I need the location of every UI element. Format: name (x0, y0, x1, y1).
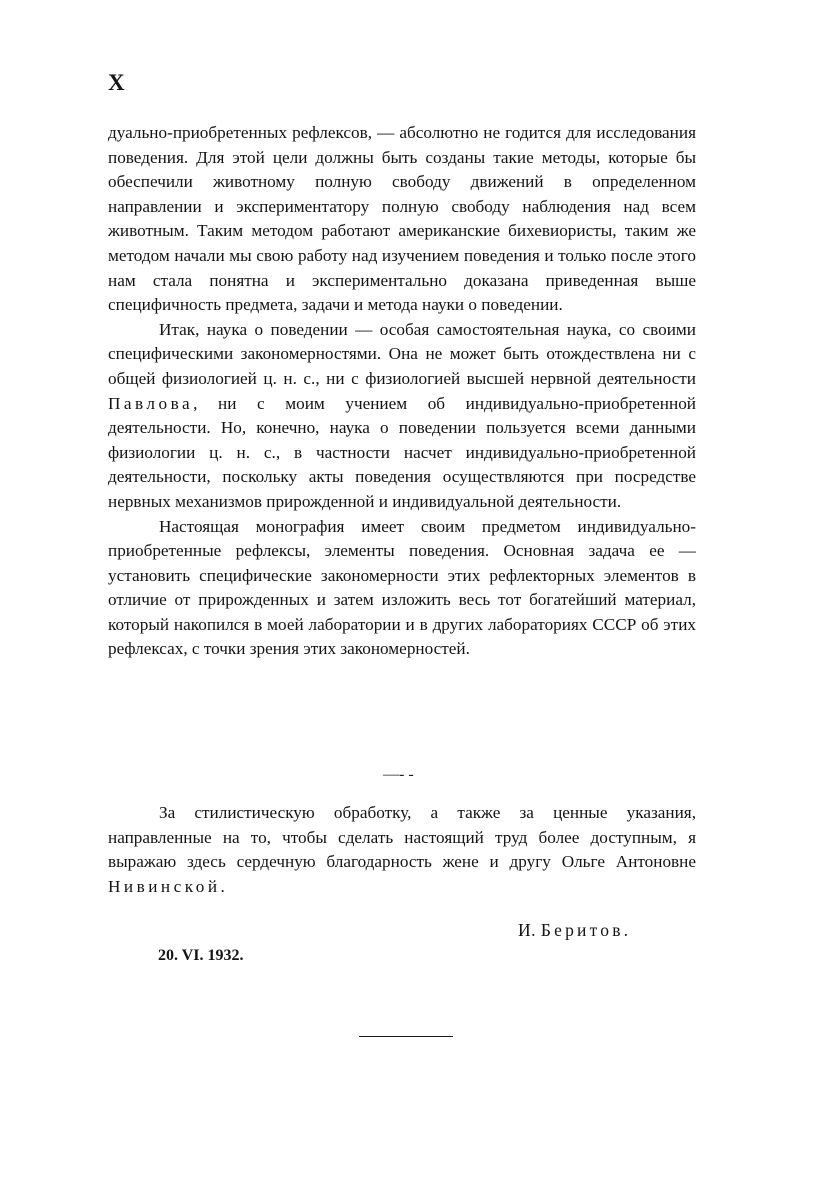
preface-date: 20. VI. 1932. (158, 947, 244, 964)
section-divider: —- - (383, 766, 414, 783)
paragraph-1: дуально-приобретенных рефлексов, — абсолютно не годится для исследования поведения. Для этой цели должны быть созданы такие методы, которые бы обеспечили животному полную свободу движений в определенном направлении и экспериментатору полную свободу наблюдения над всем животным. Таким методом работают американские бихевиористы, таким же методом начали мы свою работу над изучением поведения и только после этого нам стала понятна и экспериментально доказана приведенная выше специфичность предмета, задачи и метода науки о поведении. (108, 123, 696, 315)
signature-surname: Беритов (540, 920, 624, 940)
paragraph-3: Настоящая монография имеет своим предметом индивидуально-приобретенные рефлексы, элементы поведения. Основная задача ее — установить специфические закономерности этих рефлекторных элементов в отличие от прирожденных и затем изложить весь тот богатейший материал, который накопился в моей лаборатории и в других лабораториях СССР об этих рефлексах, с точки зрения этих закономерностей. (108, 516, 696, 659)
main-text (108, 121, 696, 662)
acknowledgment-paragraph (108, 801, 696, 899)
name-nivinskaya: Нивинской (108, 876, 221, 896)
signature-initial: И. (518, 920, 537, 940)
acknowledgment-text-end: . (220, 876, 225, 896)
paragraph-2 (108, 318, 696, 515)
paragraph-2-text-end: , ни с моим учением об индивидуально-приобретенной деятельности. Но, конечно, наука о поведении пользуется всеми данными физиологии ц. н. с., в частности насчет индивидуально-приобретенной деятельности, поскольку акты поведения осуществляются при посредстве нервных механизмов прирожденной и индивидуальной деятельности. (108, 393, 696, 511)
page-number: X (108, 70, 126, 95)
author-signature (518, 920, 629, 941)
paragraph-2-text-start: Итак, наука о поведении — особая самостоятельная наука, со своими специфическими закономерностями. Она не может быть отождествлена ни с общей физиологией ц. н. с., ни с физиологией высшей нервной деятельности (108, 319, 696, 388)
signature-period: . (623, 920, 629, 940)
acknowledgment (108, 801, 696, 899)
end-rule (359, 1036, 453, 1037)
author-name-pavlov: Павлова (108, 393, 194, 413)
acknowledgment-text-start: За стилистическую обработку, а также за ценные указания, направленные на то, чтобы сделать настоящий труд более доступным, я выражаю здесь сердечную благодарность жене и другу Ольге Антоновне (108, 803, 696, 872)
